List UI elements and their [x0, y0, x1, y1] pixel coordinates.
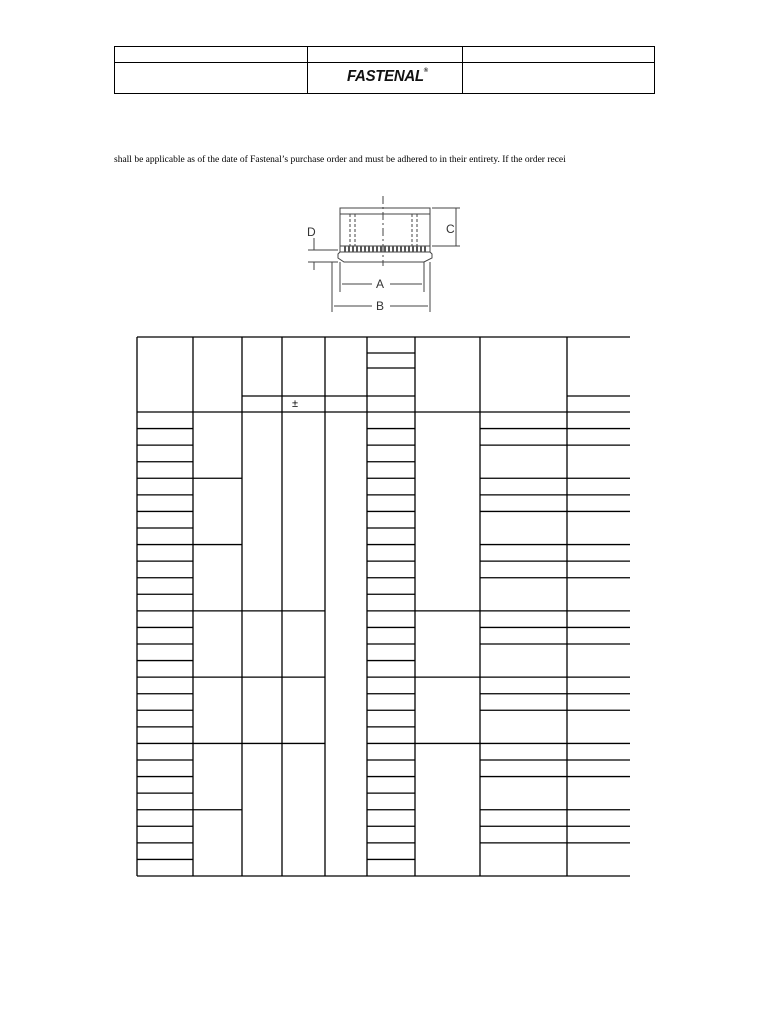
dim-label-b: B — [376, 299, 385, 313]
dim-label-c: C — [446, 222, 455, 236]
header-column-divider-1 — [307, 47, 308, 93]
header-divider — [115, 62, 654, 63]
header-column-divider-2 — [462, 47, 463, 93]
header-table — [114, 46, 655, 94]
notice-text: shall be applicable as of the date of Fastenal’s purchase order and must be adhered to in their entirety. If the order recei — [114, 155, 566, 165]
part-drawing — [300, 196, 470, 316]
fastenal-logo: FASTENAL® — [347, 67, 428, 86]
tolerance-symbol: ± — [292, 398, 299, 410]
dim-label-a: A — [376, 277, 385, 291]
dim-label-d: D — [307, 225, 316, 239]
